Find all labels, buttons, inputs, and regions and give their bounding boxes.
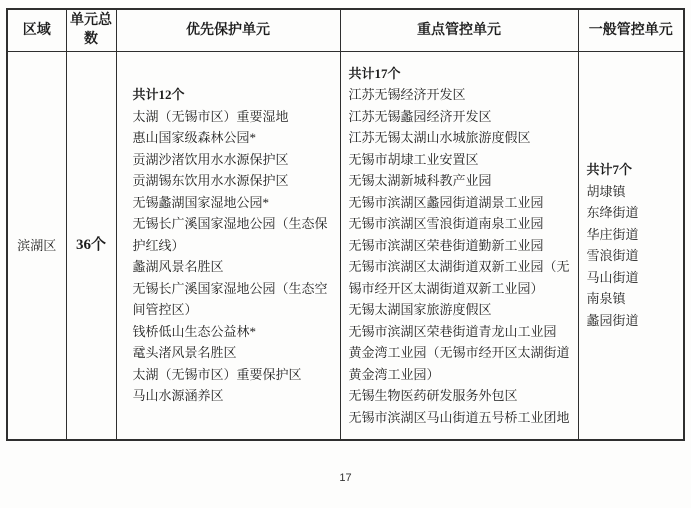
unit-item: 江苏无锡经济开发区 bbox=[348, 87, 466, 102]
unit-item: 江苏无锡蠡园经济开发区 bbox=[348, 108, 492, 124]
key-count-label: 共计17个 bbox=[348, 65, 401, 81]
table-row bbox=[7, 51, 684, 440]
unit-item: 无锡市滨湖区太湖街道双新工业园（无锡市经开区太湖街道双新工业园） bbox=[348, 259, 570, 296]
table-header-row bbox=[7, 9, 684, 51]
unit-item: 鼋头渚风景名胜区 bbox=[132, 345, 237, 360]
unit-item: 雪浪街道 bbox=[586, 248, 639, 264]
unit-item: 无锡太湖新城科教产业园 bbox=[348, 173, 492, 188]
unit-item: 无锡生物医药研发服务外包区 bbox=[348, 388, 518, 403]
unit-item: 太湖（无锡市区）重要保护区 bbox=[132, 366, 302, 382]
unit-item: 贡湖锡东饮用水水源保护区 bbox=[132, 173, 289, 188]
unit-item: 蠡湖风景名胜区 bbox=[132, 259, 224, 274]
col-header-unit-total: 单元总数 bbox=[66, 9, 116, 51]
unit-item: 无锡长广溪国家湿地公园（生态保护红线） bbox=[132, 216, 328, 253]
priority-units-cell bbox=[116, 51, 340, 440]
unit-item: 无锡市滨湖区雪浪街道南泉工业园 bbox=[348, 216, 544, 231]
unit-item: 胡埭镇 bbox=[586, 183, 626, 199]
unit-item: 南泉镇 bbox=[586, 291, 626, 307]
unit-item: 马山水源涵养区 bbox=[132, 388, 224, 403]
unit-item: 江苏无锡太湖山水城旅游度假区 bbox=[348, 130, 531, 145]
col-header-general-control-units: 一般管控单元 bbox=[578, 9, 684, 51]
unit-item: 黄金湾工业园（无锡市经开区太湖街道黄金湾工业园） bbox=[348, 345, 570, 382]
unit-item: 华庄街道 bbox=[586, 226, 639, 242]
unit-item: 钱桥低山生态公益林* bbox=[132, 323, 257, 339]
unit-item: 无锡市滨湖区蠡园街道湖景工业园 bbox=[348, 194, 544, 210]
priority-unit-list bbox=[133, 106, 336, 407]
col-header-priority-units: 优先保护单元 bbox=[116, 9, 340, 51]
unit-item: 无锡市滨湖区马山街道五号桥工业团地 bbox=[348, 409, 570, 425]
col-header-region: 区域 bbox=[7, 9, 66, 51]
unit-total-cell: 36个 bbox=[66, 51, 116, 440]
unit-item: 贡湖沙渚饮用水水源保护区 bbox=[132, 151, 289, 167]
unit-item: 惠山国家级森林公园* bbox=[132, 130, 257, 145]
unit-item: 无锡市滨湖区荣巷街道青龙山工业园 bbox=[348, 323, 557, 339]
unit-item: 东绛街道 bbox=[586, 205, 639, 221]
page-number: 17 bbox=[339, 472, 352, 484]
unit-item: 无锡长广溪国家湿地公园（生态空间管控区） bbox=[132, 280, 328, 317]
region-cell: 滨湖区 bbox=[7, 51, 66, 440]
key-unit-list bbox=[349, 84, 571, 428]
unit-item: 无锡市滨湖区荣巷街道勤新工业园 bbox=[348, 237, 544, 253]
general-count-label: 共计7个 bbox=[586, 162, 633, 178]
general-control-units-cell bbox=[578, 51, 684, 440]
priority-count-label: 共计12个 bbox=[132, 87, 185, 102]
unit-item: 无锡蠡湖国家湿地公园* bbox=[132, 194, 270, 210]
general-unit-list bbox=[587, 181, 682, 332]
unit-item: 无锡太湖国家旅游度假区 bbox=[348, 302, 492, 317]
key-control-units-cell bbox=[340, 51, 578, 440]
unit-item: 无锡市胡埭工业安置区 bbox=[348, 151, 479, 167]
unit-item: 马山街道 bbox=[586, 269, 639, 285]
unit-item: 太湖（无锡市区）重要湿地 bbox=[132, 108, 289, 124]
col-header-key-control-units: 重点管控单元 bbox=[340, 9, 578, 51]
unit-item: 蠡园街道 bbox=[586, 312, 639, 328]
eco-control-units-table bbox=[6, 8, 685, 441]
